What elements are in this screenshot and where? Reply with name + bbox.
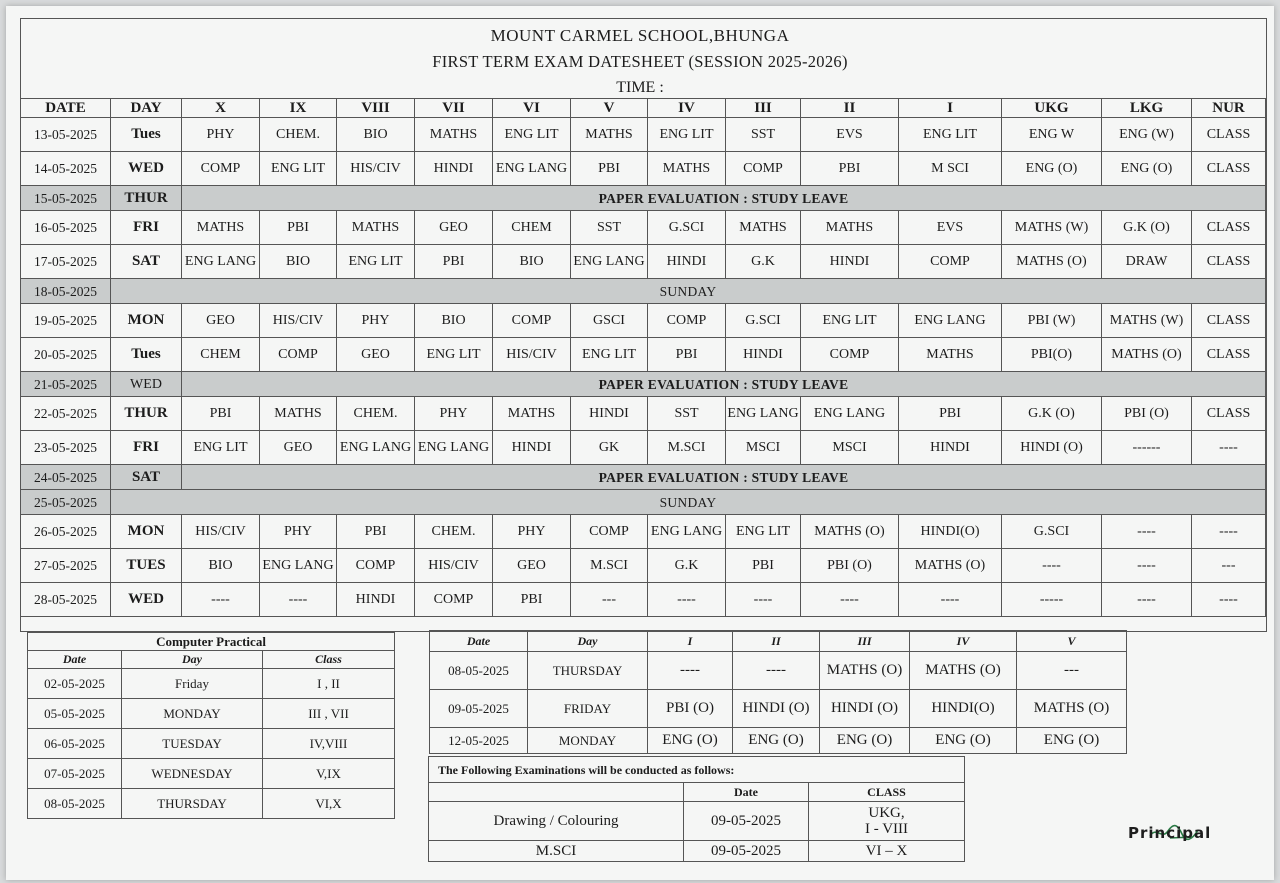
- row-note: PAPER EVALUATION : STUDY LEAVE: [182, 465, 1266, 490]
- cp-class: III , VII: [263, 699, 395, 729]
- subject-cell: HIS/CIV: [337, 152, 415, 186]
- cp-class: V,IX: [263, 759, 395, 789]
- column-header: II: [801, 99, 899, 118]
- row-date: 24-05-2025: [21, 465, 111, 490]
- cp-date: 06-05-2025: [28, 729, 122, 759]
- additional-header-date: Date: [684, 783, 809, 802]
- subject-cell: MATHS (W): [1102, 304, 1192, 338]
- subject-cell: ----: [726, 583, 801, 617]
- primary-day: FRIDAY: [528, 690, 648, 728]
- subject-cell: HIS/CIV: [182, 515, 260, 549]
- table-row: [28, 669, 395, 699]
- subject-cell: BIO: [260, 245, 337, 279]
- subject-cell: ENG LIT: [899, 118, 1002, 152]
- additional-exams-note: The Following Examinations will be conducted as follows:: [429, 757, 965, 783]
- subject-cell: EVS: [899, 211, 1002, 245]
- subject-cell: ENG LANG: [801, 397, 899, 431]
- subject-cell: PHY: [337, 304, 415, 338]
- row-day: FRI: [111, 431, 182, 465]
- subject-cell: ---: [571, 583, 648, 617]
- primary-subject: ENG (O): [910, 728, 1017, 754]
- subject-cell: COMP: [726, 152, 801, 186]
- subject-cell: G.SCI: [648, 211, 726, 245]
- subject-cell: ENG LIT: [648, 118, 726, 152]
- primary-date: 08-05-2025: [430, 652, 528, 690]
- subject-cell: PHY: [415, 397, 493, 431]
- subject-cell: GEO: [493, 549, 571, 583]
- subject-cell: ENG LIT: [571, 338, 648, 372]
- subject-cell: HIS/CIV: [415, 549, 493, 583]
- subject-cell: COMP: [415, 583, 493, 617]
- table-row: [21, 490, 1266, 515]
- primary-subject: ----: [733, 652, 820, 690]
- table-row: [21, 186, 1266, 211]
- table-row: [21, 465, 1266, 490]
- subject-cell: HINDI: [571, 397, 648, 431]
- table-row: [430, 652, 1127, 690]
- subject-cell: HINDI(O): [899, 515, 1002, 549]
- subject-cell: ----: [1102, 515, 1192, 549]
- table-row: [21, 152, 1266, 186]
- table-row: [21, 549, 1266, 583]
- column-header: LKG: [1102, 99, 1192, 118]
- subject-cell: MATHS: [260, 397, 337, 431]
- subject-cell: ENG W: [1002, 118, 1102, 152]
- subject-cell: ENG (W): [1102, 118, 1192, 152]
- subject-cell: PBI: [260, 211, 337, 245]
- subject-cell: COMP: [801, 338, 899, 372]
- subject-cell: CLASS: [1192, 397, 1266, 431]
- table-row: [28, 759, 395, 789]
- subject-cell: EVS: [801, 118, 899, 152]
- subject-cell: M.SCI: [571, 549, 648, 583]
- cp-header-class: Class: [263, 651, 395, 669]
- subject-cell: MATHS (O): [1102, 338, 1192, 372]
- subject-cell: CHEM: [493, 211, 571, 245]
- subject-cell: CHEM.: [415, 515, 493, 549]
- primary-subject: ENG (O): [820, 728, 910, 754]
- subject-cell: HIS/CIV: [260, 304, 337, 338]
- additional-exams-table: [428, 756, 965, 862]
- subject-cell: GEO: [182, 304, 260, 338]
- row-date: 17-05-2025: [21, 245, 111, 279]
- primary-subject: MATHS (O): [820, 652, 910, 690]
- primary-subject: ENG (O): [648, 728, 733, 754]
- subject-cell: PBI (O): [1102, 397, 1192, 431]
- subject-cell: ENG LANG: [337, 431, 415, 465]
- subject-cell: CLASS: [1192, 152, 1266, 186]
- table-row: [21, 279, 1266, 304]
- row-day: THUR: [111, 186, 182, 211]
- subject-cell: SST: [648, 397, 726, 431]
- table-row: [28, 699, 395, 729]
- subject-cell: COMP: [571, 515, 648, 549]
- cp-header-date: Date: [28, 651, 122, 669]
- subject-cell: CLASS: [1192, 118, 1266, 152]
- row-day: TUES: [111, 549, 182, 583]
- subject-cell: MATHS: [571, 118, 648, 152]
- time-label: TIME :: [616, 79, 664, 96]
- subject-cell: ENG (O): [1002, 152, 1102, 186]
- subject-cell: GEO: [260, 431, 337, 465]
- subject-cell: MATHS (W): [1002, 211, 1102, 245]
- subject-cell: ----: [1192, 583, 1266, 617]
- subject-cell: ENG LANG: [182, 245, 260, 279]
- row-date: 13-05-2025: [21, 118, 111, 152]
- primary-column-header: I: [648, 631, 733, 652]
- subject-cell: HINDI (O): [1002, 431, 1102, 465]
- table-row: [429, 841, 965, 862]
- subject-cell: ----: [1102, 549, 1192, 583]
- subject-cell: COMP: [648, 304, 726, 338]
- subject-cell: ---: [1192, 549, 1266, 583]
- subject-cell: HINDI: [415, 152, 493, 186]
- column-header: IV: [648, 99, 726, 118]
- subject-cell: ----: [801, 583, 899, 617]
- column-header: VI: [493, 99, 571, 118]
- subject-cell: PBI(O): [1002, 338, 1102, 372]
- additional-header-class: CLASS: [809, 783, 965, 802]
- additional-exam: M.SCI: [429, 841, 684, 862]
- table-row: [21, 515, 1266, 549]
- computer-practical-title: Computer Practical: [28, 633, 395, 651]
- row-date: 27-05-2025: [21, 549, 111, 583]
- row-date: 22-05-2025: [21, 397, 111, 431]
- row-note: PAPER EVALUATION : STUDY LEAVE: [182, 372, 1266, 397]
- primary-subject: HINDI(O): [910, 690, 1017, 728]
- row-date: 26-05-2025: [21, 515, 111, 549]
- subject-cell: COMP: [260, 338, 337, 372]
- subject-cell: ----: [182, 583, 260, 617]
- primary-day: MONDAY: [528, 728, 648, 754]
- table-row: [28, 729, 395, 759]
- subject-cell: COMP: [182, 152, 260, 186]
- subject-cell: PBI: [648, 338, 726, 372]
- main-datesheet-table: [20, 98, 1266, 617]
- subject-cell: ----: [899, 583, 1002, 617]
- computer-practical-table: [27, 632, 395, 819]
- subject-cell: ENG LANG: [260, 549, 337, 583]
- primary-column-header: IV: [910, 631, 1017, 652]
- cp-class: VI,X: [263, 789, 395, 819]
- subject-cell: BIO: [415, 304, 493, 338]
- cp-day: Friday: [122, 669, 263, 699]
- primary-oral-table: [429, 630, 1127, 754]
- table-row: [21, 118, 1266, 152]
- column-header: I: [899, 99, 1002, 118]
- subject-cell: COMP: [899, 245, 1002, 279]
- row-day: SAT: [111, 245, 182, 279]
- primary-subject: ---: [1017, 652, 1127, 690]
- subject-cell: ----: [648, 583, 726, 617]
- subject-cell: MATHS: [801, 211, 899, 245]
- column-header: NUR: [1192, 99, 1266, 118]
- school-name: MOUNT CARMEL SCHOOL,BHUNGA: [490, 26, 790, 45]
- cp-date: 08-05-2025: [28, 789, 122, 819]
- column-header: VII: [415, 99, 493, 118]
- subject-cell: MATHS: [415, 118, 493, 152]
- primary-subject: MATHS (O): [910, 652, 1017, 690]
- additional-class: UKG, I - VIII: [809, 802, 965, 841]
- row-day: MON: [111, 515, 182, 549]
- subject-cell: ENG LIT: [182, 431, 260, 465]
- subject-cell: M SCI: [899, 152, 1002, 186]
- subject-cell: PHY: [493, 515, 571, 549]
- primary-subject: ----: [648, 652, 733, 690]
- cp-day: MONDAY: [122, 699, 263, 729]
- table-row: [21, 372, 1266, 397]
- subject-cell: CLASS: [1192, 338, 1266, 372]
- table-row: [430, 690, 1127, 728]
- subject-cell: PBI: [801, 152, 899, 186]
- row-date: 20-05-2025: [21, 338, 111, 372]
- subject-cell: HINDI: [337, 583, 415, 617]
- primary-column-header: Date: [430, 631, 528, 652]
- cp-day: THURSDAY: [122, 789, 263, 819]
- column-header: IX: [260, 99, 337, 118]
- row-day: Tues: [111, 338, 182, 372]
- subject-cell: PBI: [493, 583, 571, 617]
- row-date: 28-05-2025: [21, 583, 111, 617]
- subject-cell: MATHS (O): [801, 515, 899, 549]
- primary-subject: PBI (O): [648, 690, 733, 728]
- subject-cell: COMP: [337, 549, 415, 583]
- cp-day: TUESDAY: [122, 729, 263, 759]
- subject-cell: CLASS: [1192, 245, 1266, 279]
- column-header: UKG: [1002, 99, 1102, 118]
- subject-cell: MATHS: [899, 338, 1002, 372]
- subject-cell: ENG LIT: [493, 118, 571, 152]
- subject-cell: BIO: [493, 245, 571, 279]
- subject-cell: ENG (O): [1102, 152, 1192, 186]
- subject-cell: SST: [726, 118, 801, 152]
- column-header: III: [726, 99, 801, 118]
- subject-cell: CHEM: [182, 338, 260, 372]
- subject-cell: BIO: [182, 549, 260, 583]
- subject-cell: ENG LANG: [648, 515, 726, 549]
- subject-cell: HINDI: [493, 431, 571, 465]
- subject-cell: CHEM.: [260, 118, 337, 152]
- table-row: [28, 789, 395, 819]
- subject-cell: M.SCI: [648, 431, 726, 465]
- subject-cell: PHY: [182, 118, 260, 152]
- table-row: [429, 802, 965, 841]
- subject-cell: ----: [260, 583, 337, 617]
- table-row: [21, 338, 1266, 372]
- subject-cell: ENG LANG: [571, 245, 648, 279]
- additional-exam: Drawing / Colouring: [429, 802, 684, 841]
- subject-cell: ----: [1102, 583, 1192, 617]
- principal-label: Principal: [1128, 824, 1212, 842]
- primary-subject: ENG (O): [733, 728, 820, 754]
- row-date: 14-05-2025: [21, 152, 111, 186]
- subject-cell: GEO: [415, 211, 493, 245]
- subject-cell: HINDI: [648, 245, 726, 279]
- row-date: 21-05-2025: [21, 372, 111, 397]
- subject-cell: ENG LANG: [726, 397, 801, 431]
- row-note: PAPER EVALUATION : STUDY LEAVE: [182, 186, 1266, 211]
- subject-cell: PBI: [571, 152, 648, 186]
- subject-cell: COMP: [493, 304, 571, 338]
- primary-subject: HINDI (O): [820, 690, 910, 728]
- additional-date: 09-05-2025: [684, 841, 809, 862]
- subject-cell: G.SCI: [1002, 515, 1102, 549]
- subject-cell: ENG LIT: [801, 304, 899, 338]
- subject-cell: MATHS (O): [1002, 245, 1102, 279]
- subject-cell: ENG LANG: [415, 431, 493, 465]
- row-date: 19-05-2025: [21, 304, 111, 338]
- table-row: [21, 431, 1266, 465]
- additional-header-exam: [429, 783, 684, 802]
- subject-cell: PBI: [415, 245, 493, 279]
- subject-cell: MATHS: [726, 211, 801, 245]
- subject-cell: HINDI: [899, 431, 1002, 465]
- datesheet-title: FIRST TERM EXAM DATESHEET (SESSION 2025-2026): [432, 52, 848, 71]
- cp-date: 07-05-2025: [28, 759, 122, 789]
- subject-cell: MSCI: [801, 431, 899, 465]
- subject-cell: PHY: [260, 515, 337, 549]
- row-date: 15-05-2025: [21, 186, 111, 211]
- primary-column-header: III: [820, 631, 910, 652]
- row-date: 25-05-2025: [21, 490, 111, 515]
- row-day: MON: [111, 304, 182, 338]
- subject-cell: GK: [571, 431, 648, 465]
- subject-cell: ------: [1102, 431, 1192, 465]
- subject-cell: G.K (O): [1002, 397, 1102, 431]
- subject-cell: G.K (O): [1102, 211, 1192, 245]
- subject-cell: HIS/CIV: [493, 338, 571, 372]
- subject-cell: PBI: [182, 397, 260, 431]
- subject-cell: MATHS (O): [899, 549, 1002, 583]
- row-date: 23-05-2025: [21, 431, 111, 465]
- subject-cell: DRAW: [1102, 245, 1192, 279]
- subject-cell: MATHS: [648, 152, 726, 186]
- table-row: [21, 397, 1266, 431]
- table-row: [21, 583, 1266, 617]
- primary-subject: ENG (O): [1017, 728, 1127, 754]
- row-day: SAT: [111, 465, 182, 490]
- primary-column-header: Day: [528, 631, 648, 652]
- cp-day: WEDNESDAY: [122, 759, 263, 789]
- subject-cell: CHEM.: [337, 397, 415, 431]
- subject-cell: BIO: [337, 118, 415, 152]
- row-date: 16-05-2025: [21, 211, 111, 245]
- row-day: FRI: [111, 211, 182, 245]
- primary-date: 12-05-2025: [430, 728, 528, 754]
- subject-cell: CLASS: [1192, 211, 1266, 245]
- row-day: WED: [111, 152, 182, 186]
- subject-cell: GSCI: [571, 304, 648, 338]
- subject-cell: PBI (O): [801, 549, 899, 583]
- subject-cell: G.K: [726, 245, 801, 279]
- subject-cell: MATHS: [493, 397, 571, 431]
- subject-cell: G.SCI: [726, 304, 801, 338]
- subject-cell: MSCI: [726, 431, 801, 465]
- subject-cell: ENG LIT: [260, 152, 337, 186]
- subject-cell: ----: [1192, 515, 1266, 549]
- additional-date: 09-05-2025: [684, 802, 809, 841]
- column-header: DAY: [111, 99, 182, 118]
- subject-cell: SST: [571, 211, 648, 245]
- column-header: X: [182, 99, 260, 118]
- row-day: THUR: [111, 397, 182, 431]
- cp-header-day: Day: [122, 651, 263, 669]
- subject-cell: ENG LIT: [415, 338, 493, 372]
- subject-cell: HINDI: [726, 338, 801, 372]
- primary-column-header: V: [1017, 631, 1127, 652]
- subject-cell: ----: [1192, 431, 1266, 465]
- table-row: [21, 245, 1266, 279]
- cp-date: 05-05-2025: [28, 699, 122, 729]
- cp-class: I , II: [263, 669, 395, 699]
- primary-day: THURSDAY: [528, 652, 648, 690]
- cp-class: IV,VIII: [263, 729, 395, 759]
- subject-cell: ENG LIT: [337, 245, 415, 279]
- subject-cell: GEO: [337, 338, 415, 372]
- subject-cell: -----: [1002, 583, 1102, 617]
- row-date: 18-05-2025: [21, 279, 111, 304]
- row-day: Tues: [111, 118, 182, 152]
- subject-cell: PBI: [726, 549, 801, 583]
- table-row: [21, 304, 1266, 338]
- subject-cell: ENG LANG: [899, 304, 1002, 338]
- row-day: WED: [111, 583, 182, 617]
- cp-date: 02-05-2025: [28, 669, 122, 699]
- subject-cell: MATHS: [337, 211, 415, 245]
- additional-class: VI – X: [809, 841, 965, 862]
- subject-cell: PBI (W): [1002, 304, 1102, 338]
- primary-subject: HINDI (O): [733, 690, 820, 728]
- column-header: V: [571, 99, 648, 118]
- row-day: WED: [111, 372, 182, 397]
- primary-date: 09-05-2025: [430, 690, 528, 728]
- subject-cell: PBI: [899, 397, 1002, 431]
- subject-cell: ENG LIT: [726, 515, 801, 549]
- subject-cell: MATHS: [182, 211, 260, 245]
- subject-cell: HINDI: [801, 245, 899, 279]
- subject-cell: PBI: [337, 515, 415, 549]
- table-row: [21, 211, 1266, 245]
- row-note: SUNDAY: [111, 279, 1266, 304]
- primary-column-header: II: [733, 631, 820, 652]
- table-row: [430, 728, 1127, 754]
- subject-cell: ----: [1002, 549, 1102, 583]
- column-header: DATE: [21, 99, 111, 118]
- column-header: VIII: [337, 99, 415, 118]
- primary-subject: MATHS (O): [1017, 690, 1127, 728]
- subject-cell: G.K: [648, 549, 726, 583]
- subject-cell: ENG LANG: [493, 152, 571, 186]
- subject-cell: CLASS: [1192, 304, 1266, 338]
- row-note: SUNDAY: [111, 490, 1266, 515]
